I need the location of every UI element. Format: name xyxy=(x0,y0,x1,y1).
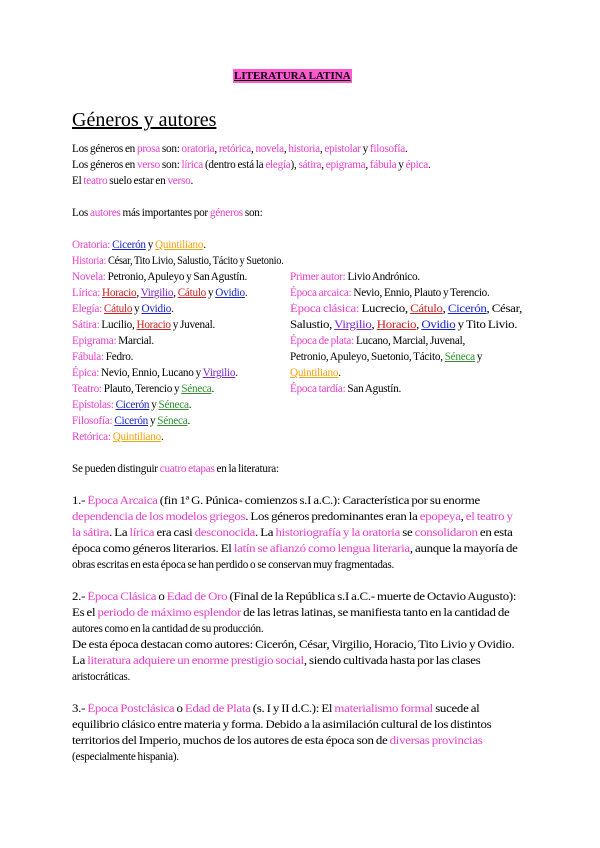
text-run: Petronio, Apuleyo, Suetonio, Tácito, xyxy=(290,351,445,363)
text-run: y xyxy=(474,351,483,363)
text-line xyxy=(72,286,247,301)
text-run: . La xyxy=(255,527,276,539)
highlighted-term: desconocida xyxy=(194,527,256,539)
text-line xyxy=(72,366,238,381)
text-run: Lucano, Marcial, Juvenal, xyxy=(354,335,466,347)
text-run: territorios del Imperio, muchos de los autores de esta época son de xyxy=(72,735,390,747)
text-run: en la literatura: xyxy=(214,463,279,475)
highlighted-term: autores xyxy=(89,207,121,219)
highlighted-term: Fábula: xyxy=(72,351,104,363)
text-line xyxy=(290,302,522,317)
text-line xyxy=(72,462,279,477)
highlighted-term: historiografía y la oratoria xyxy=(275,527,401,539)
text-run: ), xyxy=(290,159,299,171)
text-line xyxy=(72,398,191,413)
text-line xyxy=(72,622,263,637)
highlighted-term: géneros xyxy=(209,207,243,219)
text-run: o xyxy=(156,591,167,603)
text-run: sucede al xyxy=(432,703,480,715)
text-run: , xyxy=(416,319,422,331)
highlighted-term: cuatro etapas xyxy=(159,463,215,475)
highlighted-term: el teatro y xyxy=(465,511,513,523)
highlighted-term: sátira xyxy=(298,159,322,171)
highlighted-term: Oratoria: xyxy=(72,239,111,251)
text-run: . xyxy=(211,383,215,395)
highlighted-term: Lírica: xyxy=(72,287,101,299)
highlighted-term: Época Clásica xyxy=(87,591,157,603)
text-run: (fin 1ª G. Púnica- comienzos s.I a.C.): Característica por su enorme xyxy=(157,495,480,507)
highlighted-term: fábula xyxy=(369,159,397,171)
text-run: . xyxy=(190,175,193,187)
text-run: , xyxy=(319,143,325,155)
text-run: , xyxy=(250,143,256,155)
text-run: 1.- xyxy=(72,495,88,507)
text-run: y Tito Livio. xyxy=(455,319,518,331)
highlighted-term: epistolar xyxy=(324,143,361,155)
text-line xyxy=(72,590,516,605)
text-line xyxy=(72,734,482,749)
text-run: (Final de la República s.I a.C.- muerte de Octavio Augusto): xyxy=(227,591,517,603)
text-run: Fedro. xyxy=(103,351,134,363)
text-run: El xyxy=(72,175,84,187)
text-line xyxy=(290,382,401,397)
text-run: Los géneros en xyxy=(72,159,137,171)
text-line xyxy=(72,702,479,717)
text-run: . La xyxy=(109,527,130,539)
text-line xyxy=(72,718,491,733)
text-run: Livio Andrónico. xyxy=(345,271,420,283)
highlighted-term: Primer autor: xyxy=(290,271,346,283)
text-line xyxy=(72,558,394,573)
text-run: suelo estar en xyxy=(107,175,168,187)
text-run: Se pueden distinguir xyxy=(72,463,160,475)
section-heading: Géneros y autores xyxy=(72,109,217,131)
text-line xyxy=(72,414,190,429)
author-link[interactable]: Quintiliano xyxy=(155,239,204,251)
text-run: . xyxy=(203,239,206,251)
text-line xyxy=(72,142,408,157)
text-run: , xyxy=(283,143,289,155)
text-run: . xyxy=(187,415,190,427)
text-run: . xyxy=(235,367,238,379)
author-link[interactable]: Ovidio xyxy=(215,287,245,299)
highlighted-term: lírica xyxy=(129,527,155,539)
text-run: , xyxy=(136,287,141,299)
highlighted-term: lírica xyxy=(181,159,203,171)
highlighted-term: Época arcaica: xyxy=(290,287,352,299)
text-run: y xyxy=(132,303,142,315)
text-run: , xyxy=(214,143,219,155)
author-link[interactable]: Virgilio xyxy=(334,319,372,331)
text-run: , xyxy=(460,511,466,523)
text-line xyxy=(72,510,513,525)
author-link[interactable]: Quintiliano xyxy=(290,367,339,379)
text-line xyxy=(72,334,154,349)
highlighted-term: periodo de máximo esplendor xyxy=(97,607,241,619)
text-run: Petronio, Apuleyo y San Agustín. xyxy=(105,271,248,283)
text-run: son: xyxy=(159,159,182,171)
text-line xyxy=(72,238,206,253)
author-link[interactable]: Quintiliano xyxy=(112,431,161,443)
text-run: aristocráticas. xyxy=(72,671,131,683)
text-line xyxy=(72,638,514,653)
highlighted-term: Época tardía: xyxy=(290,383,346,395)
text-line xyxy=(72,206,263,221)
text-run: La xyxy=(72,655,88,667)
author-link[interactable]: Horacio xyxy=(102,287,137,299)
author-link[interactable]: Cicerón xyxy=(112,239,146,251)
text-run: son: xyxy=(159,143,182,155)
text-run: era casi xyxy=(154,527,195,539)
highlighted-term: Edad de Plata xyxy=(184,703,251,715)
highlighted-term: Época de plata: xyxy=(290,335,355,347)
author-link[interactable]: Séneca xyxy=(444,351,475,363)
highlighted-term: verso xyxy=(136,159,160,171)
text-run: Plauto, Terencio y xyxy=(101,383,182,395)
text-run: (s. I y II d.C.): El xyxy=(250,703,335,715)
highlighted-term: Épica: xyxy=(72,367,100,379)
text-line xyxy=(72,350,133,365)
text-run: . Los géneros predominantes eran la xyxy=(245,511,420,523)
highlighted-term: Elegía: xyxy=(72,303,102,315)
text-line xyxy=(72,158,430,173)
highlighted-term: elegía xyxy=(265,159,291,171)
author-link[interactable]: Ovidio xyxy=(421,319,456,331)
text-run: Nevio, Ennio, Plauto y Terencio. xyxy=(351,287,490,299)
highlighted-term: la sátira xyxy=(72,527,110,539)
text-run: 2.- xyxy=(72,591,88,603)
text-line xyxy=(290,318,517,333)
highlighted-term: Época Arcaica xyxy=(87,495,158,507)
text-line xyxy=(72,494,480,509)
highlighted-term: Novela: xyxy=(72,271,106,283)
highlighted-term: epigrama xyxy=(325,159,366,171)
author-link[interactable]: Virgilio xyxy=(202,367,236,379)
highlighted-term: Época clásica: xyxy=(290,303,360,315)
highlighted-term: filosofía xyxy=(369,143,405,155)
highlighted-term: Edad de Oro xyxy=(166,591,228,603)
text-run: y xyxy=(149,399,159,411)
text-line xyxy=(72,430,163,445)
text-run: más importantes por xyxy=(120,207,210,219)
highlighted-term: latín se afianzó como lengua literaria xyxy=(233,543,410,555)
text-run: , xyxy=(173,287,178,299)
text-line xyxy=(290,366,341,381)
highlighted-term: novela xyxy=(255,143,284,155)
text-run: . xyxy=(171,303,174,315)
author-link[interactable]: Cicerón xyxy=(114,415,149,427)
document-title: LITERATURA LATINA xyxy=(234,70,351,82)
text-run: . xyxy=(404,143,408,155)
text-run: . xyxy=(244,287,248,299)
text-run: y xyxy=(396,159,406,171)
text-run: . xyxy=(338,367,341,379)
text-run: Marcial. xyxy=(116,335,154,347)
author-link[interactable]: Horacio xyxy=(136,319,171,331)
text-run: y xyxy=(360,143,370,155)
text-run: y xyxy=(145,239,156,251)
text-run: Nevio, Ennio, Lucano y xyxy=(99,367,203,379)
text-line xyxy=(290,286,490,301)
text-run: se xyxy=(400,527,415,539)
text-run: César, Tito Livio, Salustio, Tácito y Suetonio. xyxy=(106,255,284,267)
text-run: , xyxy=(365,159,370,171)
text-run: San Agustín. xyxy=(345,383,402,395)
author-link[interactable]: Séneca xyxy=(181,383,212,395)
author-link[interactable]: Cátulo xyxy=(410,303,443,315)
text-run: , siendo cultivada hasta por las clases xyxy=(303,655,481,667)
text-run: , xyxy=(371,319,377,331)
text-line xyxy=(72,542,518,557)
text-run: Los géneros en xyxy=(72,143,137,155)
highlighted-term: Epístolas: xyxy=(72,399,114,411)
text-line xyxy=(72,750,179,765)
text-run: Los xyxy=(72,207,90,219)
text-run: Es el xyxy=(72,607,98,619)
text-run: de las letras latinas, se manifiesta tanto en la cantidad de xyxy=(240,607,510,619)
text-run: obras escritas en esta época se han perdido o se conservan muy fragmentadas. xyxy=(72,559,395,571)
text-run: y xyxy=(206,287,216,299)
highlighted-term: epopeya xyxy=(419,511,461,523)
text-line xyxy=(72,654,480,669)
highlighted-term: retórica xyxy=(218,143,251,155)
text-run: . xyxy=(188,399,192,411)
author-link[interactable]: Cicerón xyxy=(115,399,150,411)
author-link[interactable]: Cicerón xyxy=(447,303,487,315)
text-run: Lucilio, xyxy=(99,319,137,331)
text-run: , César, xyxy=(486,303,523,315)
author-link[interactable]: Séneca xyxy=(157,415,188,427)
highlighted-term: historia xyxy=(288,143,320,155)
text-line xyxy=(290,334,465,349)
highlighted-term: Filosofía: xyxy=(72,415,113,427)
author-link[interactable]: Cátulo xyxy=(177,287,207,299)
text-run: época como géneros literarios. El xyxy=(72,543,234,555)
text-run: De esta época destacan como autores: Cicerón, César, Virgilio, Horacio, Tito Livio y Ovidio. xyxy=(72,639,515,651)
highlighted-term: Retórica: xyxy=(72,431,111,443)
highlighted-term: Epigrama: xyxy=(72,335,117,347)
highlighted-term: épica xyxy=(405,159,428,171)
highlighted-term: Época Postclásica xyxy=(87,703,175,715)
text-line xyxy=(72,318,215,333)
text-run: , xyxy=(321,159,326,171)
highlighted-term: dependencia de los modelos griegos xyxy=(72,511,246,523)
text-run: autores como en la cantidad de su producción. xyxy=(72,623,264,635)
highlighted-term: consolidaron xyxy=(414,527,478,539)
text-run: o xyxy=(174,703,185,715)
text-line xyxy=(72,382,214,397)
text-run: . xyxy=(160,431,164,443)
text-line xyxy=(72,670,130,685)
text-line xyxy=(290,350,482,365)
author-link[interactable]: Séneca xyxy=(158,399,189,411)
highlighted-term: materialismo formal xyxy=(334,703,433,715)
highlighted-term: oratoria xyxy=(181,143,215,155)
highlighted-term: Sátira: xyxy=(72,319,100,331)
author-link[interactable]: Cátulo xyxy=(103,303,133,315)
text-run: 3.- xyxy=(72,703,88,715)
highlighted-term: Historia: xyxy=(72,255,107,267)
highlighted-term: verso xyxy=(167,175,191,187)
highlighted-term: Teatro: xyxy=(72,383,102,395)
text-line xyxy=(72,606,509,621)
text-run: , xyxy=(442,303,448,315)
text-line xyxy=(72,174,193,189)
text-line xyxy=(72,270,247,285)
text-run: y Juvenal. xyxy=(170,319,215,331)
text-run: y xyxy=(148,415,158,427)
highlighted-term: literatura adquiere un enorme prestigio social xyxy=(87,655,304,667)
text-run: equilibrio clásico entre materia y forma. Debido a la asimilación cultural de los distintos xyxy=(72,719,492,731)
text-run: son: xyxy=(242,207,263,219)
text-line xyxy=(72,254,284,269)
author-link[interactable]: Virgilio xyxy=(140,287,174,299)
highlighted-term: prosa xyxy=(136,143,160,155)
text-run: , aunque la mayoría de xyxy=(409,543,518,555)
highlighted-term: teatro xyxy=(83,175,108,187)
author-link[interactable]: Horacio xyxy=(376,319,417,331)
text-run: (dentro está la xyxy=(203,159,266,171)
text-run: Salustio, xyxy=(290,319,335,331)
text-line xyxy=(72,526,513,541)
text-line xyxy=(290,270,420,285)
text-run: Lucrecio, xyxy=(359,303,411,315)
text-run: en esta xyxy=(477,527,513,539)
author-link[interactable]: Ovidio xyxy=(141,303,172,315)
highlighted-term: diversas provincias xyxy=(389,735,483,747)
text-line xyxy=(72,302,174,317)
text-run: (especialmente hispania). xyxy=(72,751,179,763)
text-run: . xyxy=(427,159,431,171)
